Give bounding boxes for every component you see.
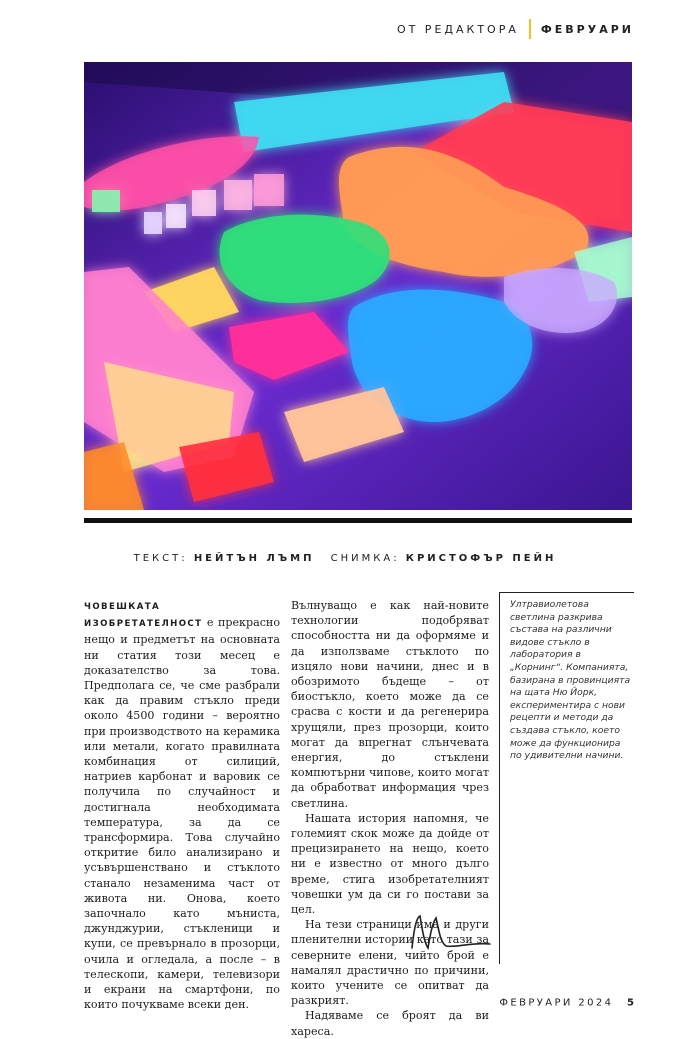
issue-month: ФЕВРУАРИ — [540, 22, 634, 36]
feature-photo — [84, 62, 632, 510]
page-header — [397, 18, 634, 40]
article-paragraph-3: Нашата история напомня, че големият скок може да дойде от прецизирането на нещо, което ни е известно от много дълго време, стига изобретателният човешки ум да си го постави за цел. — [291, 811, 489, 917]
article-paragraph-2: Вълнуващо е как най-новите технологии подобряват способността ни да оформяме и да използваме стъклото по изцяло нови начини, днес и в обозримото бъдеще – от биостъкло, което може да се срасва с кости и да регенерира хрущяли, през прозорци, които могат да впрегнат слънчевата енергия, до стъклени компютърни чипове, които могат да обработват информация чрез светлина. — [291, 599, 489, 810]
article-paragraph-4: На тези страници има и други пленителни истории като тази за северните елени, чийто брой е намалял драстично по причини, които учените се опитват да разкрият. — [291, 918, 489, 1008]
header-divider — [529, 19, 531, 39]
photographer-name: КРИСТОФЪР ПЕЙН — [405, 553, 557, 564]
article-paragraph-5: Надяваме се броят да ви хареса. — [291, 1009, 489, 1038]
article-column-2 — [291, 598, 489, 1039]
paragraph-1-text: е прекрасно нещо и предметът на основната ни статия този месец е доказателство за това. Предполага се, че сме разбрали как да правим стъкло преди около 4500 години – вероятно при производството на керамика или метали, когато правилната комбинация от силиций, натриев карбонат и варовик се получила по случайност и достигнала необходимата температура, за да се трансформира. Това случайно откритие било анализирано и усъвършенствано и стъклото станало незаменима част от живота ни. Онова, което започнало като мъниста, джунджурии, стъкленици и купи, се превърнало в прозорци, очила и огледала, а после – в телескопи, камери, телевизори и екрани на смартфони, по които почукваме всеки ден. — [84, 616, 280, 1012]
footer-issue: ФЕВРУАРИ 2024 — [499, 997, 614, 1009]
author-name: НЕЙТЪН ЛЪМП — [193, 553, 315, 564]
editor-signature — [406, 908, 496, 962]
photo-bottom-rule — [84, 518, 632, 523]
glass-samples-illustration — [84, 62, 632, 510]
photo-label: СНИМКА: — [330, 553, 400, 564]
article-column-1 — [84, 598, 280, 1012]
photo-caption-box — [499, 592, 634, 964]
photo-caption: Ултравиолетова светлина разкрива състава на различни видове стъкло в лаборатория в „Корнинг“. Компанията, базирана в провинцията на щата Ню Йорк, експериментира с нови рецепти и методи да създава стъкло, което може да функционира по удивителни начини. — [510, 599, 631, 762]
article-paragraph-1 — [84, 598, 280, 1012]
caption-top-rule — [500, 592, 634, 593]
signature-graphic — [406, 908, 496, 958]
section-label: ОТ РЕДАКТОРА — [396, 22, 519, 36]
page-number: 5 — [627, 997, 634, 1009]
page-footer — [499, 998, 634, 1009]
byline — [0, 553, 700, 564]
text-label: ТЕКСТ: — [133, 553, 188, 564]
lead-in: ЧОВЕШКАТА ИЗОБРЕТАТЕЛНОСТ — [84, 602, 203, 630]
